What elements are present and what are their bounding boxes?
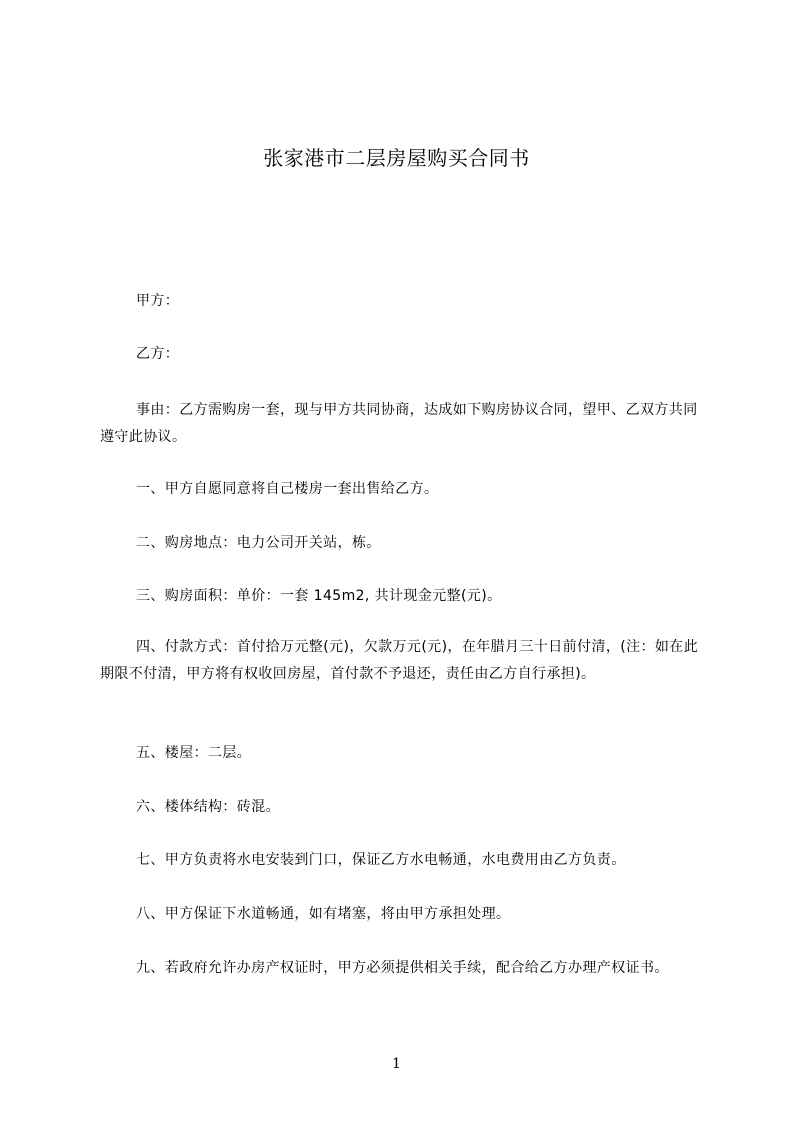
document-title: 张家港市二层房屋购买合同书 [263, 146, 530, 170]
reason-paragraph: 事由：乙方需购房一套，现与甲方共同协商，达成如下购房协议合同，望甲、乙双方共同遵守此协议。 [100, 402, 698, 445]
clause-8: 八、甲方保证下水道畅通，如有堵塞，将由甲方承担处理。 [136, 906, 511, 922]
clause-5: 五、楼屋：二层。 [136, 745, 252, 761]
clause-3: 三、购房面积：单价：一套 145m2, 共计现金元整(元)。 [136, 588, 502, 604]
party-a-line: 甲方： [136, 293, 180, 309]
clause-7: 七、甲方负责将水电安装到门口，保证乙方水电畅通，水电费用由乙方负责。 [136, 852, 626, 868]
clause-2: 二、购房地点：电力公司开关站，栋。 [136, 535, 381, 551]
clause-4: 四、付款方式：首付拾万元整(元)，欠款万元(元)，在年腊月三十日前付清，(注：如在此期限不付清，甲方将有权收回房屋，首付款不予退还，责任由乙方自行承担)。 [100, 639, 699, 682]
clause-6: 六、楼体结构：砖混。 [136, 799, 280, 815]
party-b-line: 乙方： [136, 346, 180, 362]
clause-1: 一、甲方自愿同意将自己楼房一套出售给乙方。 [136, 481, 439, 497]
page-number: 1 [392, 1056, 401, 1072]
clause-9: 九、若政府允许办房产权证时，甲方必须提供相关手续，配合给乙方办理产权证书。 [136, 960, 669, 976]
